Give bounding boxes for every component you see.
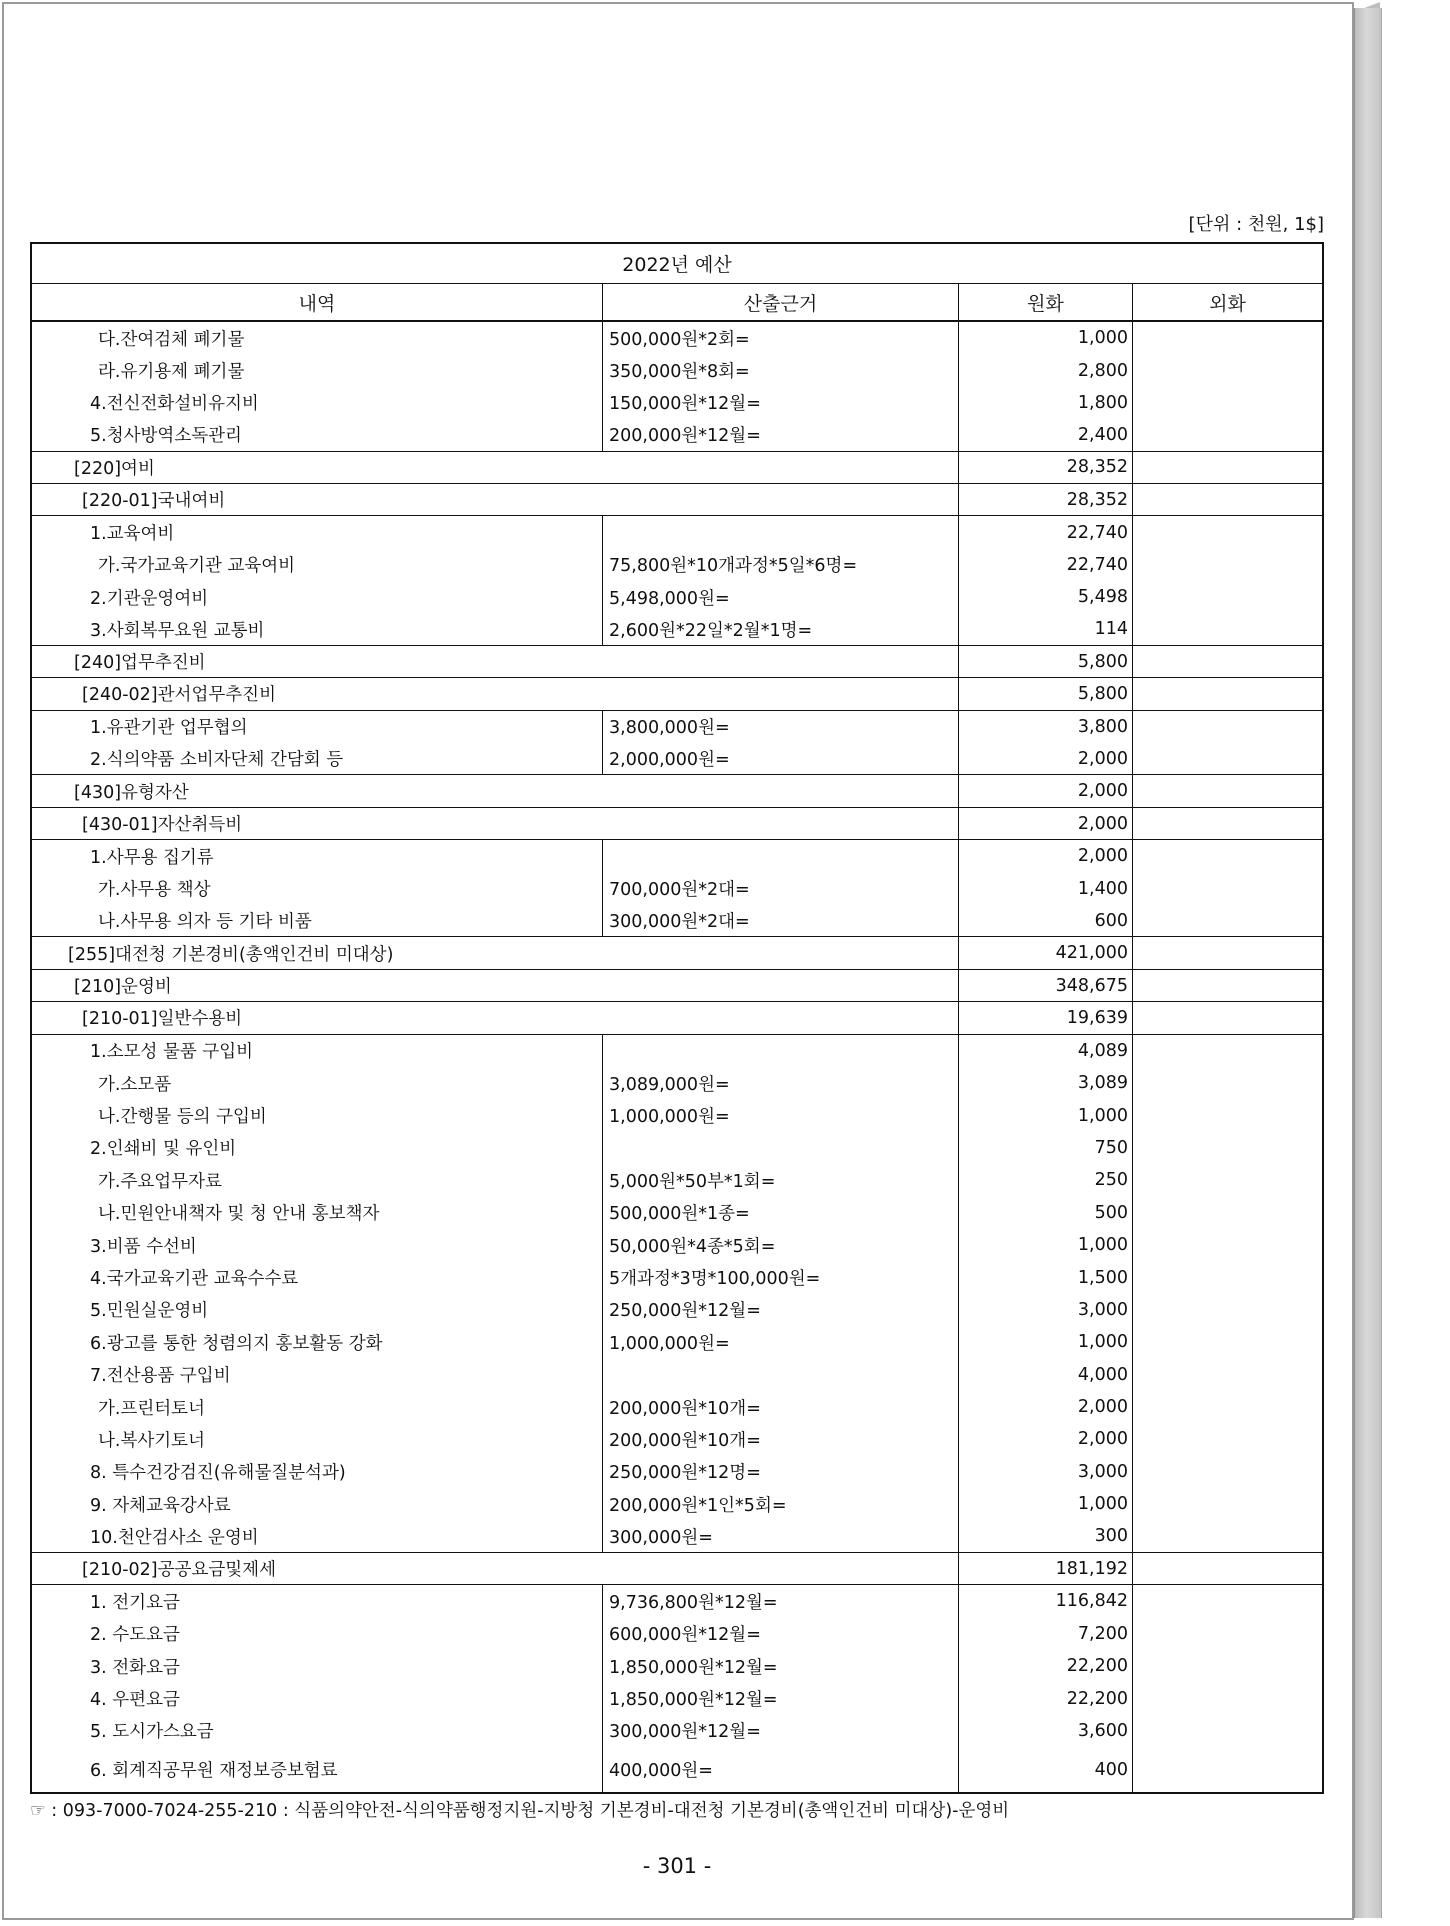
table-row xyxy=(32,614,1322,646)
row-krw-amount: 2,000 xyxy=(958,808,1132,839)
table-row xyxy=(32,1164,1322,1196)
row-description: [210-02]공공요금및제세 xyxy=(82,1560,276,1581)
row-krw-amount: 500 xyxy=(958,1197,1132,1229)
row-krw-amount: 22,740 xyxy=(958,516,1132,548)
table-row xyxy=(32,1099,1322,1131)
row-basis: 1,850,000원*12월= xyxy=(602,1682,958,1714)
row-krw-amount: 1,400 xyxy=(958,873,1132,905)
row-krw-amount: 348,675 xyxy=(958,970,1132,1001)
table-row xyxy=(32,1067,1322,1099)
row-basis xyxy=(602,840,958,872)
table-row xyxy=(32,905,1322,937)
row-krw-amount: 1,000 xyxy=(958,1229,1132,1261)
row-foreign-amount xyxy=(1132,873,1322,905)
row-foreign-amount xyxy=(1132,452,1322,483)
row-krw-amount: 600 xyxy=(958,905,1132,936)
row-foreign-amount xyxy=(1132,484,1322,515)
row-description: 가.국가교육기관 교육여비 xyxy=(98,556,296,577)
footnote-text: : 093-7000-7024-255-210 : 식품의약안전-식의약품행정지원-지방청 기본경비-대전청 기본경비(총액인건비 미대상)-운영비 xyxy=(45,1801,1010,1821)
row-basis: 500,000원*1종= xyxy=(602,1197,958,1229)
table-row xyxy=(32,775,1322,807)
row-basis: 350,000원*8회= xyxy=(602,354,958,386)
row-description: 5. 도시가스요금 xyxy=(90,1722,214,1743)
table-row xyxy=(32,1585,1322,1617)
row-basis: 50,000원*4종*5회= xyxy=(602,1229,958,1261)
row-description: 10.천안검사소 운영비 xyxy=(90,1527,259,1548)
row-krw-amount: 2,000 xyxy=(958,775,1132,806)
row-foreign-amount xyxy=(1132,905,1322,936)
table-row xyxy=(32,387,1322,419)
row-krw-amount: 1,000 xyxy=(958,322,1132,354)
table-row xyxy=(32,354,1322,386)
row-basis: 2,600원*22일*2월*1명= xyxy=(602,614,958,645)
table-row xyxy=(32,1035,1322,1067)
row-foreign-amount xyxy=(1132,322,1322,354)
row-description: [255]대전청 기본경비(총액인건비 미대상) xyxy=(68,944,394,965)
row-foreign-amount xyxy=(1132,1002,1322,1033)
pointing-hand-icon: ☞ xyxy=(30,1801,46,1821)
row-description: 1. 전기요금 xyxy=(90,1592,180,1613)
row-foreign-amount xyxy=(1132,1294,1322,1326)
row-krw-amount: 4,000 xyxy=(958,1359,1132,1391)
row-basis: 300,000원= xyxy=(602,1520,958,1551)
row-krw-amount: 250 xyxy=(958,1164,1132,1196)
row-description: 나.복사기토너 xyxy=(98,1430,205,1451)
page-number: - 301 - xyxy=(642,1854,712,1878)
table-row xyxy=(32,1294,1322,1326)
row-krw-amount: 750 xyxy=(958,1132,1132,1164)
table-row xyxy=(32,452,1322,484)
row-foreign-amount xyxy=(1132,1359,1322,1391)
row-description: [220]여비 xyxy=(74,458,155,479)
row-description: [220-01]국내여비 xyxy=(82,491,226,512)
row-basis: 250,000원*12월= xyxy=(602,1294,958,1326)
row-krw-amount: 19,639 xyxy=(958,1002,1132,1033)
table-row xyxy=(32,1261,1322,1293)
row-foreign-amount xyxy=(1132,743,1322,774)
table-row xyxy=(32,1650,1322,1682)
table-row xyxy=(32,1423,1322,1455)
row-description: 다.잔여검체 폐기물 xyxy=(98,329,245,350)
table-row xyxy=(32,937,1322,969)
row-basis: 5,000원*50부*1회= xyxy=(602,1164,958,1196)
year-header: 2022년 예산 xyxy=(622,254,732,276)
table-row xyxy=(32,1715,1322,1747)
row-description: 2.인쇄비 및 유인비 xyxy=(90,1139,237,1160)
row-basis: 150,000원*12월= xyxy=(602,387,958,419)
row-basis: 3,089,000원= xyxy=(602,1067,958,1099)
row-foreign-amount xyxy=(1132,1326,1322,1358)
row-krw-amount: 1,500 xyxy=(958,1261,1132,1293)
column-header-description: 내역 xyxy=(298,292,336,315)
row-basis xyxy=(602,1359,958,1391)
row-description: 5.민원실운영비 xyxy=(90,1301,209,1322)
row-foreign-amount xyxy=(1132,1715,1322,1747)
row-description: 6.광고를 통한 청렴의지 홍보활동 강화 xyxy=(90,1333,383,1354)
row-basis: 5,498,000원= xyxy=(602,581,958,613)
row-krw-amount: 22,740 xyxy=(958,549,1132,581)
row-foreign-amount xyxy=(1132,1035,1322,1067)
row-krw-amount: 2,000 xyxy=(958,1423,1132,1455)
row-foreign-amount xyxy=(1132,711,1322,743)
row-description: [240]업무추진비 xyxy=(74,653,206,674)
column-header-foreign: 외화 xyxy=(1132,284,1322,320)
row-foreign-amount xyxy=(1132,678,1322,709)
table-row xyxy=(32,1520,1322,1552)
row-basis: 3,800,000원= xyxy=(602,711,958,743)
row-krw-amount: 2,400 xyxy=(958,419,1132,450)
budget-table xyxy=(30,242,1324,1794)
row-basis: 200,000원*10개= xyxy=(602,1423,958,1455)
row-basis: 1,000,000원= xyxy=(602,1326,958,1358)
row-foreign-amount xyxy=(1132,549,1322,581)
row-description: 라.유기용제 폐기물 xyxy=(98,362,245,383)
table-row xyxy=(32,581,1322,613)
row-foreign-amount xyxy=(1132,1682,1322,1714)
row-basis xyxy=(602,516,958,548)
row-basis: 1,850,000원*12월= xyxy=(602,1650,958,1682)
row-foreign-amount xyxy=(1132,1650,1322,1682)
row-foreign-amount xyxy=(1132,1229,1322,1261)
table-row xyxy=(32,322,1322,354)
row-foreign-amount xyxy=(1132,1618,1322,1650)
row-krw-amount: 1,000 xyxy=(958,1326,1132,1358)
row-krw-amount: 114 xyxy=(958,614,1132,645)
row-description: [430-01]자산취득비 xyxy=(82,815,243,836)
row-description: 2.식의약품 소비자단체 간담회 등 xyxy=(90,750,344,771)
row-description: 4.국가교육기관 교육수수료 xyxy=(90,1269,299,1290)
table-row xyxy=(32,1229,1322,1261)
page-edge xyxy=(1354,8,1382,1918)
table-row xyxy=(32,1682,1322,1714)
row-krw-amount: 116,842 xyxy=(958,1585,1132,1617)
row-krw-amount: 22,200 xyxy=(958,1650,1132,1682)
row-krw-amount: 3,000 xyxy=(958,1294,1132,1326)
table-row xyxy=(32,1002,1322,1034)
column-header-row xyxy=(32,284,1322,322)
row-description: 5.청사방역소독관리 xyxy=(90,426,242,447)
row-foreign-amount xyxy=(1132,1456,1322,1488)
row-krw-amount: 421,000 xyxy=(958,937,1132,968)
table-row xyxy=(32,873,1322,905)
row-foreign-amount xyxy=(1132,775,1322,806)
row-description: 2.기관운영여비 xyxy=(90,588,209,609)
row-description: 3.비품 수선비 xyxy=(90,1236,197,1257)
row-krw-amount: 28,352 xyxy=(958,452,1132,483)
row-description: 가.소모품 xyxy=(98,1074,172,1095)
row-foreign-amount xyxy=(1132,1067,1322,1099)
row-description: 4.전신전화설비유지비 xyxy=(90,394,259,415)
row-foreign-amount xyxy=(1132,1132,1322,1164)
table-row xyxy=(32,1326,1322,1358)
row-krw-amount: 400 xyxy=(958,1747,1132,1792)
row-foreign-amount xyxy=(1132,840,1322,872)
row-krw-amount: 3,000 xyxy=(958,1456,1132,1488)
row-foreign-amount xyxy=(1132,1585,1322,1617)
row-krw-amount: 2,000 xyxy=(958,743,1132,774)
row-krw-amount: 1,800 xyxy=(958,387,1132,419)
row-basis: 600,000원*12월= xyxy=(602,1618,958,1650)
row-krw-amount: 181,192 xyxy=(958,1553,1132,1584)
row-basis: 300,000원*12월= xyxy=(602,1715,958,1747)
table-body xyxy=(32,322,1322,1792)
row-basis: 2,000,000원= xyxy=(602,743,958,774)
row-basis: 9,736,800원*12월= xyxy=(602,1585,958,1617)
row-krw-amount: 2,000 xyxy=(958,1391,1132,1423)
row-description: 4. 우편요금 xyxy=(90,1690,180,1711)
row-foreign-amount xyxy=(1132,1099,1322,1131)
table-row xyxy=(32,1197,1322,1229)
row-krw-amount: 2,800 xyxy=(958,354,1132,386)
row-krw-amount: 5,800 xyxy=(958,646,1132,677)
row-foreign-amount xyxy=(1132,1261,1322,1293)
row-description: 1.교육여비 xyxy=(90,524,175,545)
row-krw-amount: 22,200 xyxy=(958,1682,1132,1714)
table-row xyxy=(32,1132,1322,1164)
table-row xyxy=(32,1488,1322,1520)
row-description: 나.간행물 등의 구입비 xyxy=(98,1107,267,1128)
row-krw-amount: 3,089 xyxy=(958,1067,1132,1099)
row-description: 8. 특수건강검진(유해물질분석과) xyxy=(90,1463,346,1484)
row-basis: 5개과정*3명*100,000원= xyxy=(602,1261,958,1293)
row-krw-amount: 5,800 xyxy=(958,678,1132,709)
row-foreign-amount xyxy=(1132,614,1322,645)
row-description: [210]운영비 xyxy=(74,977,172,997)
row-description: 3.사회복무요원 교통비 xyxy=(90,620,265,641)
row-foreign-amount xyxy=(1132,1164,1322,1196)
row-foreign-amount xyxy=(1132,937,1322,968)
row-basis: 75,800원*10개과정*5일*6명= xyxy=(602,549,958,581)
row-basis xyxy=(602,1132,958,1164)
table-row xyxy=(32,970,1322,1002)
row-foreign-amount xyxy=(1132,646,1322,677)
unit-label: [단위 : 천원, 1$] xyxy=(1188,214,1324,235)
column-header-basis: 산출근거 xyxy=(602,284,958,320)
table-row xyxy=(32,646,1322,678)
row-krw-amount: 3,600 xyxy=(958,1715,1132,1747)
row-description: 2. 수도요금 xyxy=(90,1625,180,1646)
row-krw-amount: 2,000 xyxy=(958,840,1132,872)
table-row xyxy=(32,549,1322,581)
row-foreign-amount xyxy=(1132,808,1322,839)
table-row xyxy=(32,1359,1322,1391)
row-description: 나.민원안내책자 및 청 안내 홍보책자 xyxy=(98,1204,380,1225)
row-foreign-amount xyxy=(1132,387,1322,419)
table-row xyxy=(32,484,1322,516)
row-basis xyxy=(602,1035,958,1067)
row-foreign-amount xyxy=(1132,1520,1322,1551)
row-foreign-amount xyxy=(1132,1553,1322,1584)
row-basis: 200,000원*1인*5회= xyxy=(602,1488,958,1520)
row-foreign-amount xyxy=(1132,419,1322,450)
column-header-krw: 원화 xyxy=(958,284,1132,320)
row-foreign-amount xyxy=(1132,1747,1322,1792)
row-krw-amount: 5,498 xyxy=(958,581,1132,613)
row-krw-amount: 3,800 xyxy=(958,711,1132,743)
row-basis: 200,000원*12월= xyxy=(602,419,958,450)
table-row xyxy=(32,840,1322,872)
row-foreign-amount xyxy=(1132,516,1322,548)
table-row xyxy=(32,419,1322,451)
year-header-row xyxy=(32,244,1322,284)
row-krw-amount: 4,089 xyxy=(958,1035,1132,1067)
table-row xyxy=(32,1747,1322,1792)
row-basis: 1,000,000원= xyxy=(602,1099,958,1131)
row-description: [210-01]일반수용비 xyxy=(82,1009,243,1030)
row-krw-amount: 7,200 xyxy=(958,1618,1132,1650)
row-krw-amount: 28,352 xyxy=(958,484,1132,515)
row-basis: 500,000원*2회= xyxy=(602,322,958,354)
row-krw-amount: 300 xyxy=(958,1520,1132,1551)
table-row xyxy=(32,1391,1322,1423)
table-row xyxy=(32,1553,1322,1585)
row-description: 6. 회계직공무원 재정보증보험료 xyxy=(90,1761,338,1782)
table-row xyxy=(32,1456,1322,1488)
row-foreign-amount xyxy=(1132,1488,1322,1520)
table-row xyxy=(32,678,1322,710)
footnote xyxy=(30,1797,1009,1822)
table-row xyxy=(32,743,1322,775)
row-description: [240-02]관서업무추진비 xyxy=(82,685,276,706)
row-description: 1.유관기관 업무협의 xyxy=(90,718,248,739)
row-krw-amount: 1,000 xyxy=(958,1099,1132,1131)
row-description: 나.사무용 의자 등 기타 비품 xyxy=(98,912,312,933)
row-description: 가.주요업무자료 xyxy=(98,1171,222,1192)
row-foreign-amount xyxy=(1132,1423,1322,1455)
row-description: 9. 자체교육강사료 xyxy=(90,1495,231,1516)
row-description: [430]유형자산 xyxy=(74,782,189,803)
row-basis: 700,000원*2대= xyxy=(602,873,958,905)
row-description: 가.프린터토너 xyxy=(98,1398,205,1419)
row-foreign-amount xyxy=(1132,581,1322,613)
row-description: 가.사무용 책상 xyxy=(98,880,211,901)
row-foreign-amount xyxy=(1132,1391,1322,1423)
table-row xyxy=(32,1618,1322,1650)
row-basis: 300,000원*2대= xyxy=(602,905,958,936)
row-description: 3. 전화요금 xyxy=(90,1657,180,1678)
table-row xyxy=(32,711,1322,743)
row-foreign-amount xyxy=(1132,1197,1322,1229)
row-description: 1.사무용 집기류 xyxy=(90,847,214,868)
row-basis: 200,000원*10개= xyxy=(602,1391,958,1423)
row-foreign-amount xyxy=(1132,970,1322,1001)
row-description: 7.전산용품 구입비 xyxy=(90,1366,231,1387)
row-basis: 400,000원= xyxy=(602,1747,958,1792)
row-description: 1.소모성 물품 구입비 xyxy=(90,1042,254,1063)
row-krw-amount: 1,000 xyxy=(958,1488,1132,1520)
row-basis: 250,000원*12명= xyxy=(602,1456,958,1488)
table-row xyxy=(32,516,1322,548)
row-foreign-amount xyxy=(1132,354,1322,386)
table-row xyxy=(32,808,1322,840)
